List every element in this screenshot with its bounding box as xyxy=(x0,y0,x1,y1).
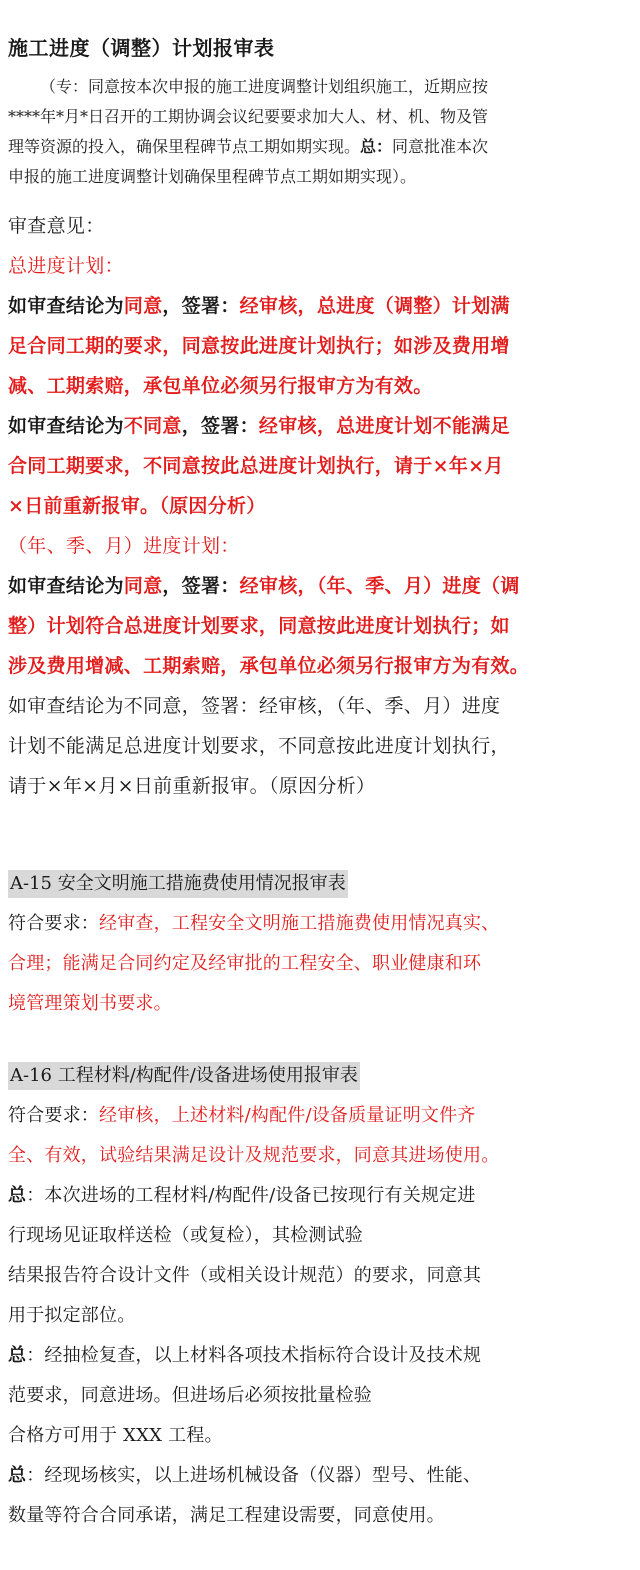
agree-period-block: 如审查结论为同意，签署：经审核，（年、季、月）进度（调 整）计划符合总进度计划要求，同意按此进度计划执行；如 涉及费用增减、工期索赔，承包单位必须另行报审方为有效。 xyxy=(8,575,530,677)
a16-template-3: 总：经现场核实，以上进场机械设备（仪器）型号、性能、 数量等符合合同承诺，满足工程建设需要，同意使用。 xyxy=(8,1465,482,1526)
a16-template-2: 总：经抽检复查，以上材料各项技术指标符合设计及技术规 范要求，同意进场。但进场后必须按批量检验 合格方可用于 XXX 工程。 xyxy=(8,1345,482,1446)
doc-title: 施工进度（调整）计划报审表 xyxy=(8,36,275,60)
a16-template-1: 总：本次进场的工程材料/构配件/设备已按现行有关规定进 行现场见证取样送检（或复检），其检测试验 结果报告符合设计文件（或相关设计规范）的要求，同意其 用于拟定部位。 xyxy=(8,1185,482,1326)
total-label: 总： xyxy=(360,137,393,156)
total-plan-label: 总进度计划： xyxy=(8,255,124,277)
review-label: 审查意见： xyxy=(8,215,105,237)
disagree-period-block: 如审查结论为不同意，签署：经审核，（年、季、月）进度 计划不能满足总进度计划要求，不同意按此进度计划执行， 请于×年×月×日前重新报审。（原因分析） xyxy=(8,695,510,797)
disagree-total-block: 如审查结论为不同意，签署：经审核，总进度计划不能满足 合同工期要求，不同意按此总进度计划执行，请于×年×月 ×日前重新报审。（原因分析） xyxy=(8,415,510,517)
a15-heading: A-15 安全文明施工措施费使用情况报审表 xyxy=(8,870,348,898)
a16-heading: A-16 工程材料/构配件/设备进场使用报审表 xyxy=(8,1062,360,1090)
agree-total-block: 如审查结论为同意，签署：经审核，总进度（调整）计划满 足合同工期的要求，同意按此进度计划执行；如涉及费用增 减、工期索赔，承包单位必须另行报审方为有效。 xyxy=(8,295,510,397)
note-line-1: （专：同意按本次申报的施工进度调整计划组织施工，近期应按 xyxy=(40,77,489,96)
period-plan-label: （年、季、月）进度计划： xyxy=(8,535,240,557)
note-line-2: ****年*月*日召开的工期协调会议纪要要求加大人、材、机、物及管 xyxy=(8,107,489,126)
note-line-4: 申报的施工进度调整计划确保里程碑节点工期如期实现）。 xyxy=(8,167,417,186)
a15-requirement: 符合要求：经审查，工程安全文明施工措施费使用情况真实、 合理；能满足合同约定及经审批的工程安全、职业健康和环 境管理策划书要求。 xyxy=(8,913,500,1014)
a16-requirement: 符合要求：经审核，上述材料/构配件/设备质量证明文件齐 全、有效，试验结果满足设计及规范要求，同意其进场使用。 xyxy=(8,1105,500,1166)
note-line-3: 理等资源的投入，确保里程碑节点工期如期实现。总：同意批准本次 xyxy=(8,137,489,156)
doc-note xyxy=(8,72,618,192)
